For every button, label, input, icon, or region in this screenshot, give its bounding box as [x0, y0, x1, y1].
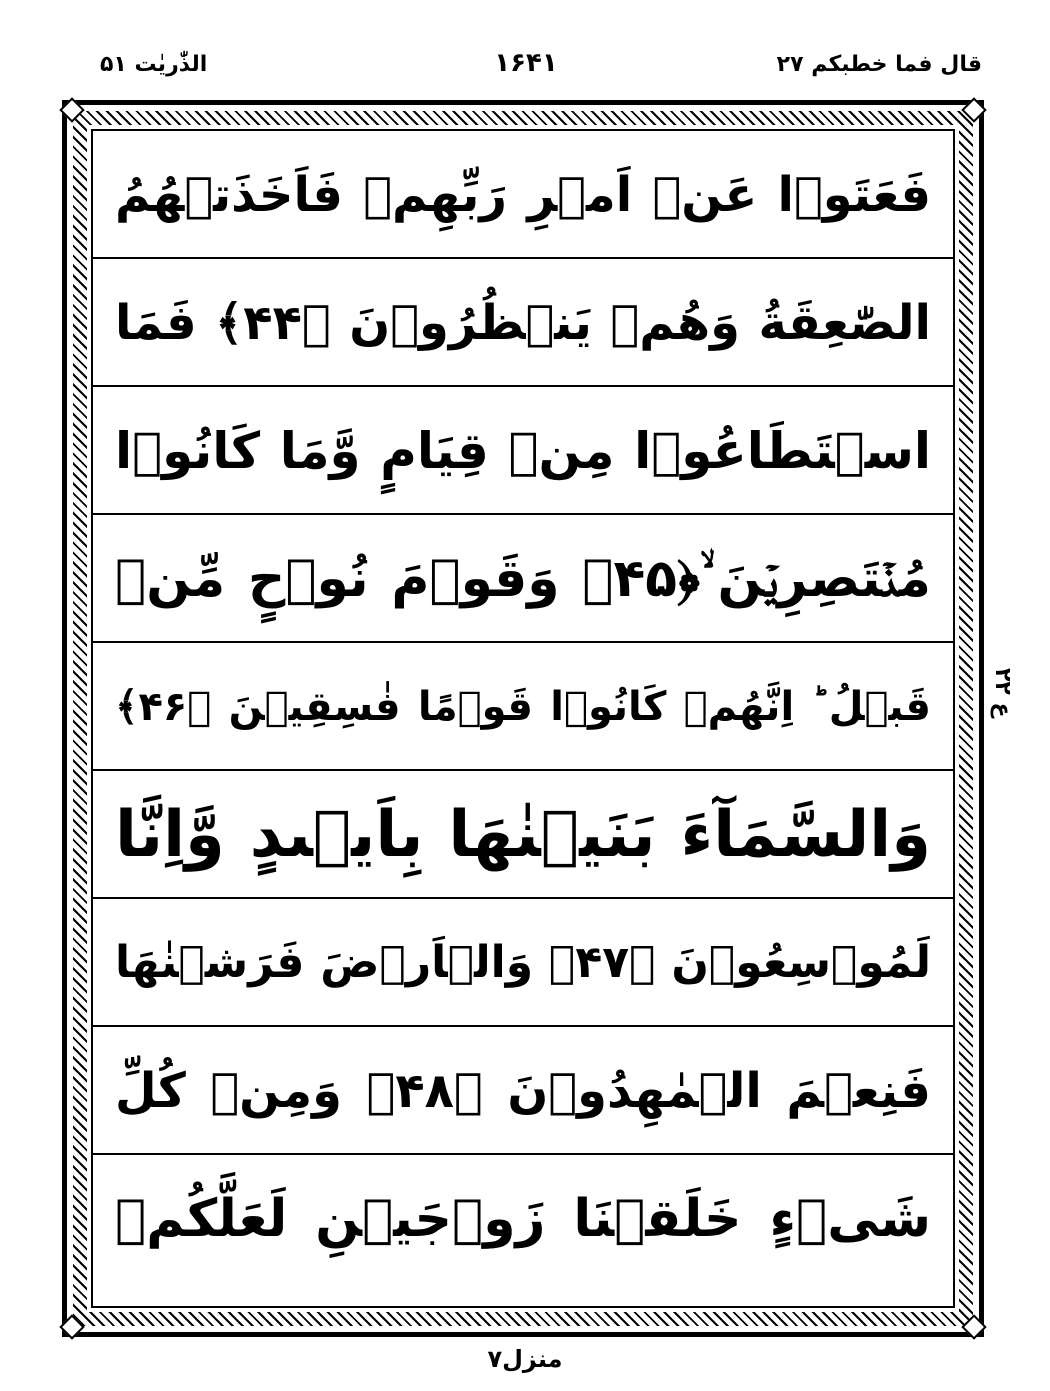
ruku-marker: ع ۲۲ [990, 668, 1015, 718]
verse-lines [93, 131, 953, 1306]
page-border [62, 100, 984, 1337]
verse-line: فَنِعۡمَ الۡمٰهِدُوۡنَ ﴿۴۸﴾ وَمِنۡ كُلِّ [93, 1027, 953, 1155]
verse-line: فَعَتَوۡا عَنۡ اَمۡرِ رَبِّهِمۡ فَاَخَذَتۡهُمُ [93, 131, 953, 259]
surah-name: الذّٰریٰت ۵۱ [100, 52, 208, 77]
verse-line: وَالسَّمَآءَ بَنَيۡنٰهَا بِاَيۡىدٍ وَّاِنَّا [93, 771, 953, 899]
verse-line: لَمُوۡسِعُوۡنَ ﴿۴۷﴾ وَالۡاَرۡضَ فَرَشۡنٰهَا [93, 899, 953, 1027]
page-number: ۱۶۴۱ [494, 48, 558, 78]
verse-line: مُنۡتَصِرِيۡنَ ۙ﴿۴۵﴾ وَقَوۡمَ نُوۡحٍ مِّنۡ [93, 515, 953, 643]
manzil-footer: منزل۷ [487, 1345, 563, 1373]
verse-line: قَبۡلُ ؕ اِنَّهُمۡ كَانُوۡا قَوۡمًا فٰسِقِيۡنَ ﴿۴۶﴾ [93, 643, 953, 771]
verse-line: شَىۡءٍ خَلَقۡنَا زَوۡجَيۡنِ لَعَلَّكُمۡ [115, 1189, 931, 1249]
page-header [70, 48, 982, 92]
juz-name: قال فما خطبکم ۲۷ [776, 52, 982, 77]
verse-line: الصّٰعِقَةُ وَهُمۡ يَنۡظُرُوۡنَ ﴿۴۴﴾ فَمَا [93, 259, 953, 387]
text-area [91, 129, 955, 1308]
verse-line: اسۡتَطَاعُوۡا مِنۡ قِيَامٍ وَّمَا كَانُوۡا [93, 387, 953, 515]
